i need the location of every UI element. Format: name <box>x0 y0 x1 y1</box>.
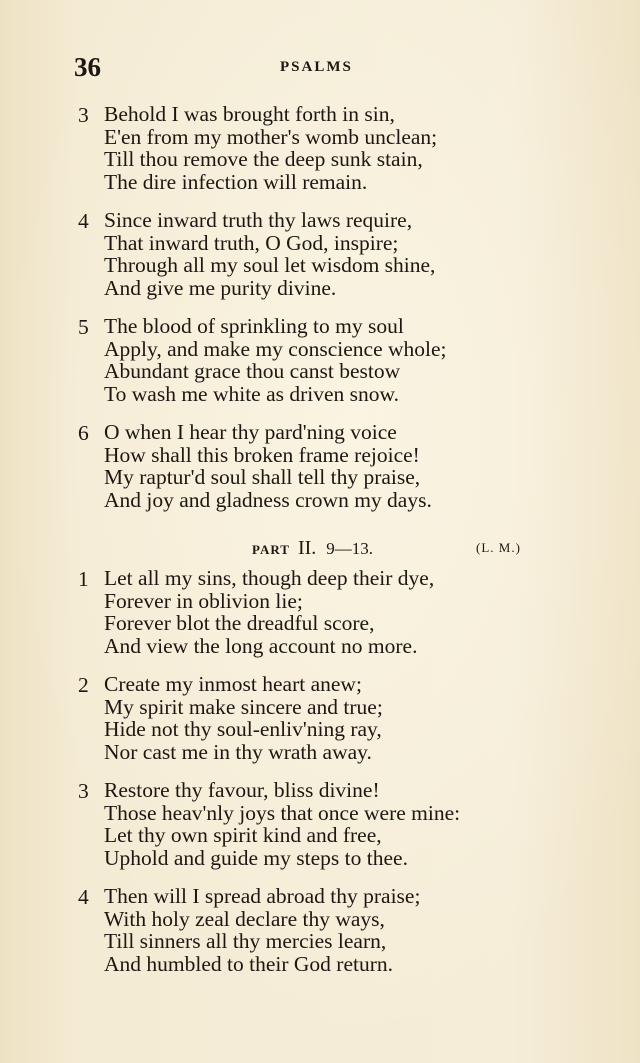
verse-line: Forever blot the dreadful score, <box>104 611 375 636</box>
running-title: PSALMS <box>280 59 353 75</box>
verse-line: Then will I spread abroad thy praise; <box>104 884 421 908</box>
part-heading <box>252 537 521 560</box>
verse-line: And give me purity divine. <box>104 276 337 301</box>
verse-line: Forever in oblivion lie; <box>104 588 303 613</box>
stanza-2 <box>78 673 558 764</box>
verse-line: Let all my sins, though deep their dye, <box>104 566 435 590</box>
stanza-3 <box>78 103 558 194</box>
verse-line: Create my inmost heart anew; <box>104 672 362 696</box>
stanza-number: 5 <box>78 315 89 339</box>
verse-line: And joy and gladness crown my days. <box>104 488 432 513</box>
verse-line: To wash me white as driven snow. <box>104 382 400 407</box>
verse-line: Apply, and make my conscience whole; <box>104 336 447 361</box>
verse-line: E'en from my mother's womb unclean; <box>104 124 438 149</box>
stanza-number: 6 <box>78 421 89 445</box>
part-label: PART <box>252 542 290 557</box>
verse-line: My spirit make sincere and true; <box>104 694 383 719</box>
verse-range: 9—13. <box>326 539 374 558</box>
stanza-4 <box>78 209 558 300</box>
verse-line: The dire infection will remain. <box>104 170 368 195</box>
stanza-number: 1 <box>78 567 89 591</box>
page-number: 36 <box>74 52 101 82</box>
verse-line: Till thou remove the deep sunk stain, <box>104 147 423 172</box>
verse-line: Hide not thy soul-enliv'ning ray, <box>104 717 382 742</box>
verse-line: Since inward truth thy laws require, <box>104 208 413 232</box>
verse-line: And humbled to their God return. <box>104 952 394 977</box>
verse-line: Uphold and guide my steps to thee. <box>104 846 408 871</box>
verse-line: How shall this broken frame rejoice! <box>104 442 420 467</box>
verse-line: Let thy own spirit kind and free, <box>104 823 382 848</box>
verse-line: My raptur'd soul shall tell thy praise, <box>104 465 421 490</box>
verse-line: That inward truth, O God, inspire; <box>104 230 399 255</box>
meter-label: (L. M.) <box>476 540 521 555</box>
verse-line: Through all my soul let wisdom shine, <box>104 253 436 278</box>
verse-line: And view the long account no more. <box>104 634 418 659</box>
verse-line: Till sinners all thy mercies learn, <box>104 929 387 954</box>
part-number: II. <box>297 537 317 559</box>
verse-line: With holy zeal declare thy ways, <box>104 906 385 931</box>
stanza-3-part2 <box>78 779 558 870</box>
verse-line: Behold I was brought forth in sin, <box>104 102 395 126</box>
verse-line: O when I hear thy pard'ning voice <box>104 420 397 444</box>
stanza-number: 2 <box>78 673 89 697</box>
verse-line: Nor cast me in thy wrath away. <box>104 740 372 765</box>
stanza-number: 4 <box>78 885 89 909</box>
stanza-4-part2 <box>78 885 558 976</box>
verse-line: Those heav'nly joys that once were mine: <box>104 800 461 825</box>
stanza-1 <box>78 567 558 658</box>
stanza-number: 4 <box>78 209 89 233</box>
stanza-number: 3 <box>78 103 89 127</box>
verse-line: Abundant grace thou canst bestow <box>104 359 401 384</box>
stanza-5 <box>78 315 558 406</box>
verse-line: Restore thy favour, bliss divine! <box>104 778 380 802</box>
verse-line: The blood of sprinkling to my soul <box>104 314 404 338</box>
stanza-6 <box>78 421 558 512</box>
stanza-number: 3 <box>78 779 89 803</box>
